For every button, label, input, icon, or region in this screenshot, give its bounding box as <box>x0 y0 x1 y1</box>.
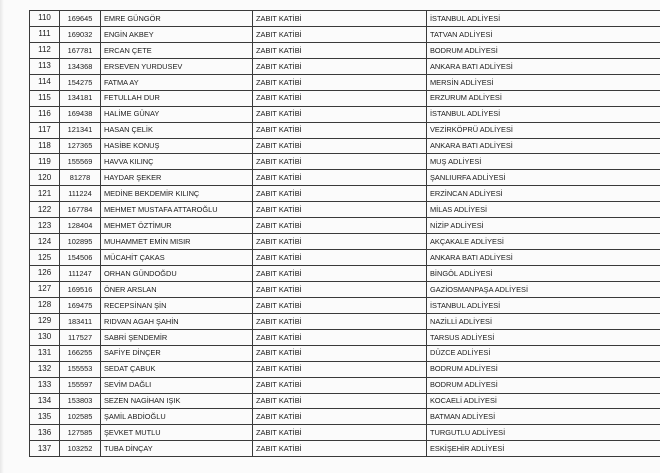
row-number-cell: 118 <box>30 138 60 154</box>
table-row <box>30 234 660 250</box>
row-number-cell: 111 <box>30 26 60 42</box>
table-row <box>30 74 660 90</box>
row-number-cell: 133 <box>30 377 60 393</box>
courthouse-cell: KOCAELİ ADLİYESİ <box>427 393 660 409</box>
courthouse-cell: İSTANBUL ADLİYESİ <box>427 106 660 122</box>
registry-number-cell: 102895 <box>60 234 101 250</box>
row-number-cell: 135 <box>30 409 60 425</box>
registry-number-cell: 111247 <box>60 266 101 282</box>
full-name-cell: ENGİN AKBEY <box>101 26 253 42</box>
full-name-cell: RECEPSİNAN ŞİN <box>101 297 253 313</box>
courthouse-cell: İSTANBUL ADLİYESİ <box>427 11 660 27</box>
job-title-cell: ZABIT KATİBİ <box>253 106 427 122</box>
job-title-cell: ZABIT KATİBİ <box>253 202 427 218</box>
full-name-cell: ORHAN GÜNDOĞDU <box>101 266 253 282</box>
courthouse-cell: ANKARA BATI ADLİYESİ <box>427 138 660 154</box>
registry-number-cell: 167781 <box>60 42 101 58</box>
full-name-cell: MÜCAHİT ÇAKAS <box>101 250 253 266</box>
courthouse-cell: VEZİRKÖPRÜ ADLİYESİ <box>427 122 660 138</box>
full-name-cell: HALİME GÜNAY <box>101 106 253 122</box>
registry-number-cell: 169438 <box>60 106 101 122</box>
courthouse-cell: TATVAN ADLİYESİ <box>427 26 660 42</box>
row-number-cell: 124 <box>30 234 60 250</box>
full-name-cell: SABRİ ŞENDEMİR <box>101 329 253 345</box>
row-number-cell: 128 <box>30 297 60 313</box>
courthouse-cell: AKÇAKALE ADLİYESİ <box>427 234 660 250</box>
page-edge-shadow <box>0 0 4 473</box>
full-name-cell: MEHMET MUSTAFA ATTAROĞLU <box>101 202 253 218</box>
row-number-cell: 129 <box>30 313 60 329</box>
job-title-cell: ZABIT KATİBİ <box>253 329 427 345</box>
personnel-table-body <box>30 11 660 457</box>
full-name-cell: FETULLAH DUR <box>101 90 253 106</box>
table-row <box>30 26 660 42</box>
courthouse-cell: ESKİŞEHİR ADLİYESİ <box>427 441 660 457</box>
row-number-cell: 130 <box>30 329 60 345</box>
job-title-cell: ZABIT KATİBİ <box>253 58 427 74</box>
courthouse-cell: BODRUM ADLİYESİ <box>427 361 660 377</box>
table-row <box>30 154 660 170</box>
full-name-cell: ŞEVKET MUTLU <box>101 425 253 441</box>
full-name-cell: ŞAMİL ABDİOĞLU <box>101 409 253 425</box>
table-row <box>30 266 660 282</box>
courthouse-cell: ŞANLIURFA ADLİYESİ <box>427 170 660 186</box>
registry-number-cell: 111224 <box>60 186 101 202</box>
row-number-cell: 116 <box>30 106 60 122</box>
registry-number-cell: 155597 <box>60 377 101 393</box>
table-row <box>30 425 660 441</box>
table-row <box>30 11 660 27</box>
row-number-cell: 114 <box>30 74 60 90</box>
registry-number-cell: 166255 <box>60 345 101 361</box>
row-number-cell: 136 <box>30 425 60 441</box>
registry-number-cell: 154275 <box>60 74 101 90</box>
job-title-cell: ZABIT KATİBİ <box>253 122 427 138</box>
table-row <box>30 313 660 329</box>
job-title-cell: ZABIT KATİBİ <box>253 409 427 425</box>
courthouse-cell: MİLAS ADLİYESİ <box>427 202 660 218</box>
row-number-cell: 121 <box>30 186 60 202</box>
registry-number-cell: 127365 <box>60 138 101 154</box>
job-title-cell: ZABIT KATİBİ <box>253 26 427 42</box>
courthouse-cell: NİZİP ADLİYESİ <box>427 218 660 234</box>
courthouse-cell: TURGUTLU ADLİYESİ <box>427 425 660 441</box>
table-row <box>30 441 660 457</box>
table-row <box>30 202 660 218</box>
courthouse-cell: İSTANBUL ADLİYESİ <box>427 297 660 313</box>
job-title-cell: ZABIT KATİBİ <box>253 218 427 234</box>
job-title-cell: ZABIT KATİBİ <box>253 313 427 329</box>
registry-number-cell: 127585 <box>60 425 101 441</box>
table-row <box>30 58 660 74</box>
registry-number-cell: 103252 <box>60 441 101 457</box>
courthouse-cell: MUŞ ADLİYESİ <box>427 154 660 170</box>
courthouse-cell: BİNGÖL ADLİYESİ <box>427 266 660 282</box>
table-row <box>30 138 660 154</box>
row-number-cell: 115 <box>30 90 60 106</box>
job-title-cell: ZABIT KATİBİ <box>253 393 427 409</box>
registry-number-cell: 121341 <box>60 122 101 138</box>
row-number-cell: 127 <box>30 281 60 297</box>
courthouse-cell: DÜZCE ADLİYESİ <box>427 345 660 361</box>
table-row <box>30 122 660 138</box>
courthouse-cell: MERSİN ADLİYESİ <box>427 74 660 90</box>
registry-number-cell: 183411 <box>60 313 101 329</box>
job-title-cell: ZABIT KATİBİ <box>253 138 427 154</box>
job-title-cell: ZABIT KATİBİ <box>253 250 427 266</box>
courthouse-cell: ANKARA BATI ADLİYESİ <box>427 58 660 74</box>
job-title-cell: ZABIT KATİBİ <box>253 361 427 377</box>
table-row <box>30 297 660 313</box>
full-name-cell: SEVİM DAĞLI <box>101 377 253 393</box>
job-title-cell: ZABIT KATİBİ <box>253 74 427 90</box>
table-row <box>30 329 660 345</box>
row-number-cell: 112 <box>30 42 60 58</box>
job-title-cell: ZABIT KATİBİ <box>253 377 427 393</box>
registry-number-cell: 153803 <box>60 393 101 409</box>
table-row <box>30 218 660 234</box>
full-name-cell: MEHMET ÖZTİMUR <box>101 218 253 234</box>
full-name-cell: TUBA DİNÇAY <box>101 441 253 457</box>
row-number-cell: 110 <box>30 11 60 27</box>
row-number-cell: 134 <box>30 393 60 409</box>
full-name-cell: EMRE GÜNGÖR <box>101 11 253 27</box>
registry-number-cell: 81278 <box>60 170 101 186</box>
job-title-cell: ZABIT KATİBİ <box>253 186 427 202</box>
row-number-cell: 120 <box>30 170 60 186</box>
table-row <box>30 250 660 266</box>
courthouse-cell: GAZİOSMANPAŞA ADLİYESİ <box>427 281 660 297</box>
registry-number-cell: 169475 <box>60 297 101 313</box>
job-title-cell: ZABIT KATİBİ <box>253 234 427 250</box>
row-number-cell: 113 <box>30 58 60 74</box>
courthouse-cell: BATMAN ADLİYESİ <box>427 409 660 425</box>
table-row <box>30 106 660 122</box>
job-title-cell: ZABIT KATİBİ <box>253 154 427 170</box>
full-name-cell: MUHAMMET EMİN MISIR <box>101 234 253 250</box>
job-title-cell: ZABIT KATİBİ <box>253 42 427 58</box>
row-number-cell: 117 <box>30 122 60 138</box>
job-title-cell: ZABIT KATİBİ <box>253 345 427 361</box>
registry-number-cell: 134368 <box>60 58 101 74</box>
courthouse-cell: NAZİLLİ ADLİYESİ <box>427 313 660 329</box>
full-name-cell: SAFİYE DİNÇER <box>101 345 253 361</box>
registry-number-cell: 167784 <box>60 202 101 218</box>
job-title-cell: ZABIT KATİBİ <box>253 90 427 106</box>
full-name-cell: HASAN ÇELİK <box>101 122 253 138</box>
registry-number-cell: 169645 <box>60 11 101 27</box>
registry-number-cell: 117527 <box>60 329 101 345</box>
row-number-cell: 119 <box>30 154 60 170</box>
full-name-cell: HASİBE KONUŞ <box>101 138 253 154</box>
registry-number-cell: 155553 <box>60 361 101 377</box>
full-name-cell: ERSEVEN YURDUSEV <box>101 58 253 74</box>
full-name-cell: RIDVAN AGAH ŞAHİN <box>101 313 253 329</box>
row-number-cell: 125 <box>30 250 60 266</box>
table-row <box>30 281 660 297</box>
full-name-cell: FATMA AY <box>101 74 253 90</box>
courthouse-cell: TARSUS ADLİYESİ <box>427 329 660 345</box>
row-number-cell: 137 <box>30 441 60 457</box>
full-name-cell: ERCAN ÇETE <box>101 42 253 58</box>
row-number-cell: 126 <box>30 266 60 282</box>
job-title-cell: ZABIT KATİBİ <box>253 281 427 297</box>
job-title-cell: ZABIT KATİBİ <box>253 441 427 457</box>
courthouse-cell: ERZİNCAN ADLİYESİ <box>427 186 660 202</box>
courthouse-cell: ERZURUM ADLİYESİ <box>427 90 660 106</box>
full-name-cell: SEZEN NAGİHAN IŞIK <box>101 393 253 409</box>
table-row <box>30 170 660 186</box>
row-number-cell: 131 <box>30 345 60 361</box>
full-name-cell: SEDAT ÇABUK <box>101 361 253 377</box>
job-title-cell: ZABIT KATİBİ <box>253 266 427 282</box>
row-number-cell: 122 <box>30 202 60 218</box>
registry-number-cell: 155569 <box>60 154 101 170</box>
table-row <box>30 377 660 393</box>
job-title-cell: ZABIT KATİBİ <box>253 297 427 313</box>
table-row <box>30 361 660 377</box>
personnel-table <box>29 10 660 457</box>
row-number-cell: 123 <box>30 218 60 234</box>
full-name-cell: HAYDAR ŞEKER <box>101 170 253 186</box>
full-name-cell: ÖNER ARSLAN <box>101 281 253 297</box>
courthouse-cell: BODRUM ADLİYESİ <box>427 377 660 393</box>
job-title-cell: ZABIT KATİBİ <box>253 11 427 27</box>
registry-number-cell: 134181 <box>60 90 101 106</box>
table-row <box>30 90 660 106</box>
job-title-cell: ZABIT KATİBİ <box>253 425 427 441</box>
registry-number-cell: 128404 <box>60 218 101 234</box>
table-row <box>30 186 660 202</box>
registry-number-cell: 169516 <box>60 281 101 297</box>
registry-number-cell: 169032 <box>60 26 101 42</box>
registry-number-cell: 102585 <box>60 409 101 425</box>
courthouse-cell: BODRUM ADLİYESİ <box>427 42 660 58</box>
table-row <box>30 42 660 58</box>
table-row <box>30 409 660 425</box>
full-name-cell: HAVVA KILINÇ <box>101 154 253 170</box>
row-number-cell: 132 <box>30 361 60 377</box>
table-row <box>30 393 660 409</box>
table-row <box>30 345 660 361</box>
job-title-cell: ZABIT KATİBİ <box>253 170 427 186</box>
full-name-cell: MEDİNE BEKDEMİR KILINÇ <box>101 186 253 202</box>
courthouse-cell: ANKARA BATI ADLİYESİ <box>427 250 660 266</box>
registry-number-cell: 154506 <box>60 250 101 266</box>
